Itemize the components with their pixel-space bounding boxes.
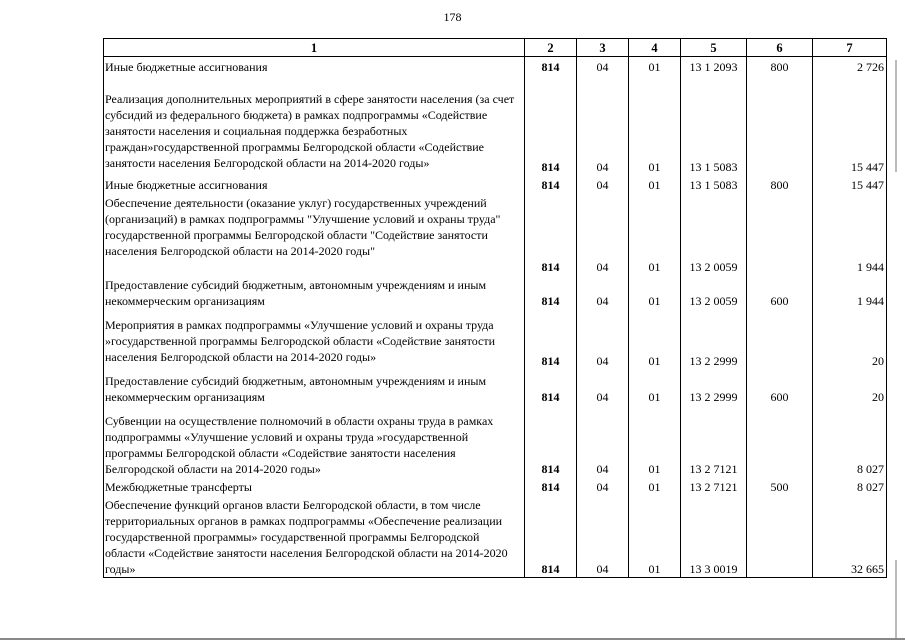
row-ved: 814 [525, 175, 577, 193]
row-vr: 600 [747, 369, 813, 405]
table-row [104, 495, 887, 578]
row-rz: 04 [577, 495, 629, 578]
row-pr: 01 [629, 75, 681, 175]
row-rz: 04 [577, 193, 629, 275]
header-row [104, 39, 887, 57]
row-name: Мероприятия в рамках подпрограммы «Улучшение условий и охраны труда »государственной программы Белгородской области «Содействие занятости населения Белгородской области на 2014-2020 годы» [104, 309, 525, 369]
row-sum: 2 726 [813, 57, 887, 76]
row-pr: 01 [629, 477, 681, 495]
row-csr: 13 1 5083 [681, 75, 747, 175]
row-csr: 13 1 5083 [681, 175, 747, 193]
row-name: Предоставление субсидий бюджетным, автономным учреждениям и иным некоммерческим организациям [104, 275, 525, 309]
row-sum: 8 027 [813, 405, 887, 477]
row-ved: 814 [525, 193, 577, 275]
row-ved: 814 [525, 75, 577, 175]
row-name: Реализация дополнительных мероприятий в сфере занятости населения (за счет субсидий из федерального бюджета) в рамках подпрограммы «Содействие занятости населения и социальная поддержка безработных граждан»государственной программы Белгородской области «Содействие занятости населения Белгородской области на 2014-2020 годы» [104, 75, 525, 175]
table-row [104, 75, 887, 175]
row-rz: 04 [577, 75, 629, 175]
row-rz: 04 [577, 477, 629, 495]
row-sum: 8 027 [813, 477, 887, 495]
row-sum: 1 944 [813, 275, 887, 309]
row-csr: 13 2 7121 [681, 477, 747, 495]
row-vr: 800 [747, 57, 813, 76]
row-name: Предоставление субсидий бюджетным, автономным учреждениям и иным некоммерческим организациям [104, 369, 525, 405]
row-ved: 814 [525, 405, 577, 477]
row-rz: 04 [577, 405, 629, 477]
header-col-csr: 5 [681, 39, 747, 57]
row-sum: 15 447 [813, 75, 887, 175]
table-row [104, 405, 887, 477]
row-sum: 32 665 [813, 495, 887, 578]
row-ved: 814 [525, 495, 577, 578]
table-row [104, 193, 887, 275]
row-pr: 01 [629, 57, 681, 76]
row-vr: 800 [747, 175, 813, 193]
row-csr: 13 3 0019 [681, 495, 747, 578]
row-pr: 01 [629, 275, 681, 309]
row-rz: 04 [577, 369, 629, 405]
row-vr: 600 [747, 275, 813, 309]
row-pr: 01 [629, 309, 681, 369]
row-csr: 13 2 2999 [681, 369, 747, 405]
row-sum: 20 [813, 369, 887, 405]
row-ved: 814 [525, 477, 577, 495]
row-ved: 814 [525, 369, 577, 405]
row-csr: 13 1 2093 [681, 57, 747, 76]
row-vr [747, 405, 813, 477]
header-col-ved: 2 [525, 39, 577, 57]
scan-edge-mark-lower [895, 560, 897, 640]
row-rz: 04 [577, 175, 629, 193]
row-sum: 15 447 [813, 175, 887, 193]
row-vr [747, 75, 813, 175]
row-csr: 13 2 0059 [681, 275, 747, 309]
table-row [104, 57, 887, 76]
table-row [104, 369, 887, 405]
row-name: Межбюджетные трансферты [104, 477, 525, 495]
row-vr: 500 [747, 477, 813, 495]
table-row [104, 309, 887, 369]
row-vr [747, 309, 813, 369]
row-csr: 13 2 0059 [681, 193, 747, 275]
page-number: 178 [443, 10, 462, 24]
row-pr: 01 [629, 405, 681, 477]
budget-table [103, 38, 887, 578]
row-name: Иные бюджетные ассигнования [104, 57, 525, 76]
header-col-sum: 7 [813, 39, 887, 57]
row-ved: 814 [525, 309, 577, 369]
row-name: Иные бюджетные ассигнования [104, 175, 525, 193]
row-csr: 13 2 7121 [681, 405, 747, 477]
row-ved: 814 [525, 57, 577, 76]
row-vr [747, 193, 813, 275]
scan-edge-mark [895, 60, 897, 172]
budget-table-container [103, 38, 886, 576]
row-pr: 01 [629, 369, 681, 405]
row-pr: 01 [629, 193, 681, 275]
row-sum: 20 [813, 309, 887, 369]
row-name: Обеспечение деятельности (оказание уклуг) государственных учреждений (организаций) в рамках подпрограммы "Улучшение условий и охраны труда" государственной программы Белгородской области "Содействие занятости населения Белгородской области на 2014-2020 годы" [104, 193, 525, 275]
row-rz: 04 [577, 275, 629, 309]
row-csr: 13 2 2999 [681, 309, 747, 369]
row-pr: 01 [629, 495, 681, 578]
header-col-vr: 6 [747, 39, 813, 57]
header-col-name: 1 [104, 39, 525, 57]
table-row [104, 275, 887, 309]
header-col-pr: 4 [629, 39, 681, 57]
row-sum: 1 944 [813, 193, 887, 275]
row-rz: 04 [577, 57, 629, 76]
row-vr [747, 495, 813, 578]
row-pr: 01 [629, 175, 681, 193]
header-col-rz: 3 [577, 39, 629, 57]
row-ved: 814 [525, 275, 577, 309]
row-name: Обеспечение функций органов власти Белгородской области, в том числе территориальных органов в рамках подпрограммы «Обеспечение реализации государственной программы» государственной программы Белгородской области «Содействие занятости населения Белгородской области на 2014-2020 годы» [104, 495, 525, 578]
row-rz: 04 [577, 309, 629, 369]
table-row [104, 477, 887, 495]
row-name: Субвенции на осуществление полномочий в области охраны труда в рамках подпрограммы «Улучшение условий и охраны труда »государственной программы Белгородской области «Содействие занятости населения Белгородской области на 2014-2020 годы» [104, 405, 525, 477]
table-row [104, 175, 887, 193]
